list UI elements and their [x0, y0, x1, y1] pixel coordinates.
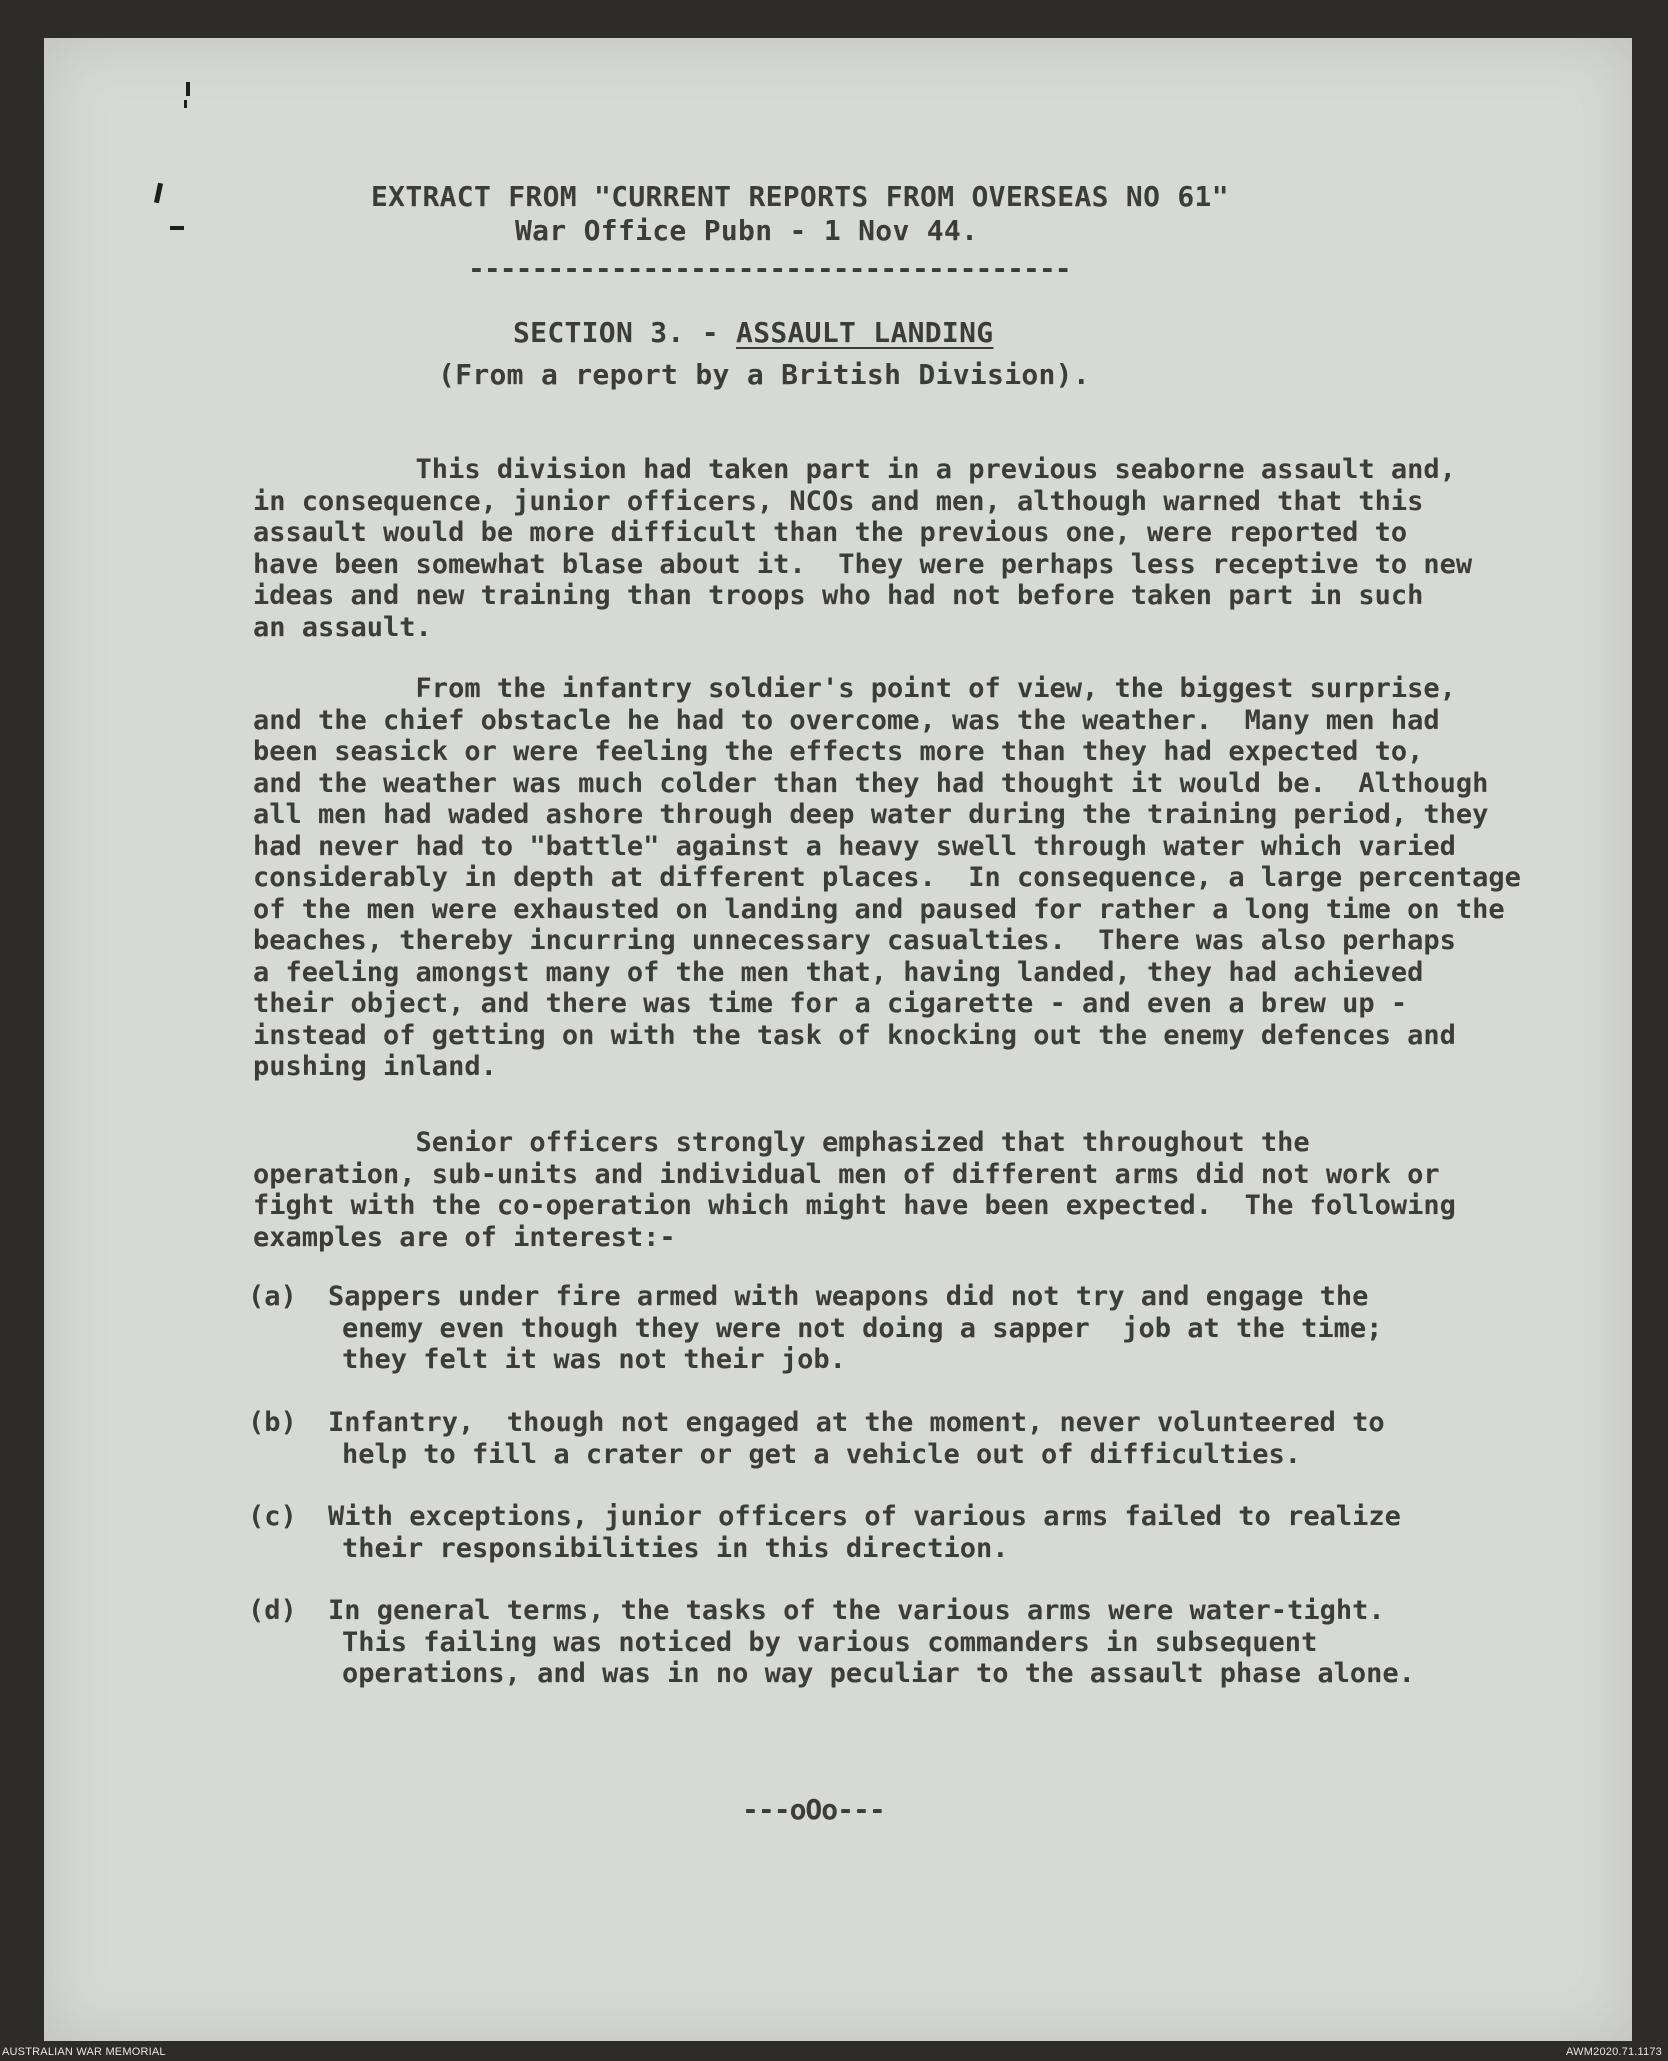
text-line: and the weather was much colder than they had thought it would be. Although	[253, 767, 1489, 799]
section-prefix: SECTION 3. -	[513, 316, 737, 349]
text-line: a feeling amongst many of the men that, having landed, they had achieved	[253, 956, 1424, 988]
text-line: With exceptions, junior officers of various arms failed to realize	[328, 1501, 1401, 1532]
text-line: all men had waded ashore through deep water during the training period, they	[253, 799, 1489, 830]
text-line: This division had taken part in a previous seaborne assault and,	[253, 454, 1456, 485]
text-line: examples are of interest:-	[253, 1221, 676, 1253]
paragraph	[253, 454, 1472, 643]
text-line: instead of getting on with the task of knocking out the enemy defences and	[253, 1019, 1456, 1051]
section-subtitle: (From a report by a British Division).	[438, 358, 1090, 391]
text-line: an assault.	[253, 611, 432, 643]
text-line: Infantry, though not engaged at the moment, never volunteered to	[328, 1407, 1385, 1438]
end-mark: ---oOo---	[742, 1793, 885, 1826]
header-line-1: EXTRACT FROM "CURRENT REPORTS FROM OVERSEAS NO 61"	[371, 180, 1229, 213]
header-line-2: War Office Pubn - 1 Nov 44.	[515, 214, 979, 247]
paragraph	[253, 1127, 1456, 1253]
text-line: operation, sub-units and individual men of different arms did not work or	[253, 1158, 1440, 1190]
text-line: Sappers under fire armed with weapons did not try and engage the	[328, 1281, 1369, 1312]
text-line: of the men were exhausted on landing and paused for rather a long time on the	[253, 893, 1505, 925]
text-line: in consequence, junior officers, NCOs and men, although warned that this	[253, 485, 1424, 517]
text-line: considerably in depth at different places. In consequence, a large percentage	[253, 862, 1521, 893]
punch-mark	[186, 82, 190, 96]
text-line: This failing was noticed by various commanders in subsequent	[342, 1626, 1318, 1658]
text-line: From the infantry soldier's point of view, the biggest surprise,	[253, 673, 1456, 704]
text-line: assault would be more difficult than the previous one, were reported to	[253, 517, 1408, 548]
paragraph	[253, 673, 1521, 1083]
text-line: been seasick or were feeling the effects more than they had expected to,	[253, 736, 1424, 767]
text-line: their object, and there was time for a cigarette - and even a brew up -	[253, 988, 1408, 1019]
punch-mark	[184, 100, 187, 108]
text-line: Senior officers strongly emphasized that throughout the	[253, 1127, 1310, 1158]
text-line: help to fill a crater or get a vehicle out of difficulties.	[342, 1438, 1302, 1470]
text-line: they felt it was not their job.	[342, 1344, 846, 1375]
list-marker: (d)	[248, 1595, 297, 1626]
text-line: In general terms, the tasks of the various arms were water-tight.	[328, 1595, 1385, 1626]
text-line: beaches, thereby incurring unnecessary casualties. There was also perhaps	[253, 925, 1456, 956]
text-line: their responsibilities in this direction.	[342, 1532, 1009, 1564]
text-line: enemy even though they were not doing a sapper job at the time;	[342, 1312, 1383, 1344]
text-line: operations, and was in no way peculiar to the assault phase alone.	[342, 1658, 1415, 1689]
archive-reference: AWM2020.71.1173	[1566, 2046, 1662, 2058]
text-line: and the chief obstacle he had to overcome, was the weather. Many men had	[253, 704, 1440, 736]
list-marker: (b)	[248, 1407, 297, 1438]
header-rule: --------------------------------------	[468, 252, 1071, 285]
section-title: ASSAULT LANDING	[736, 316, 994, 349]
list-marker: (c)	[248, 1501, 297, 1532]
list-marker: (a)	[248, 1281, 297, 1312]
punch-mark	[170, 226, 184, 230]
text-line: pushing inland.	[253, 1051, 497, 1082]
text-line: fight with the co-operation which might have been expected. The following	[253, 1190, 1456, 1221]
text-line: had never had to "battle" against a heavy swell through water which varied	[253, 830, 1456, 862]
text-line: have been somewhat blase about it. They were perhaps less receptive to new	[253, 548, 1473, 580]
section-heading	[513, 316, 993, 349]
archive-credit: AUSTRALIAN WAR MEMORIAL	[2, 2046, 166, 2058]
text-line: ideas and new training than troops who had not before taken part in such	[253, 580, 1424, 611]
punch-mark	[154, 183, 163, 204]
